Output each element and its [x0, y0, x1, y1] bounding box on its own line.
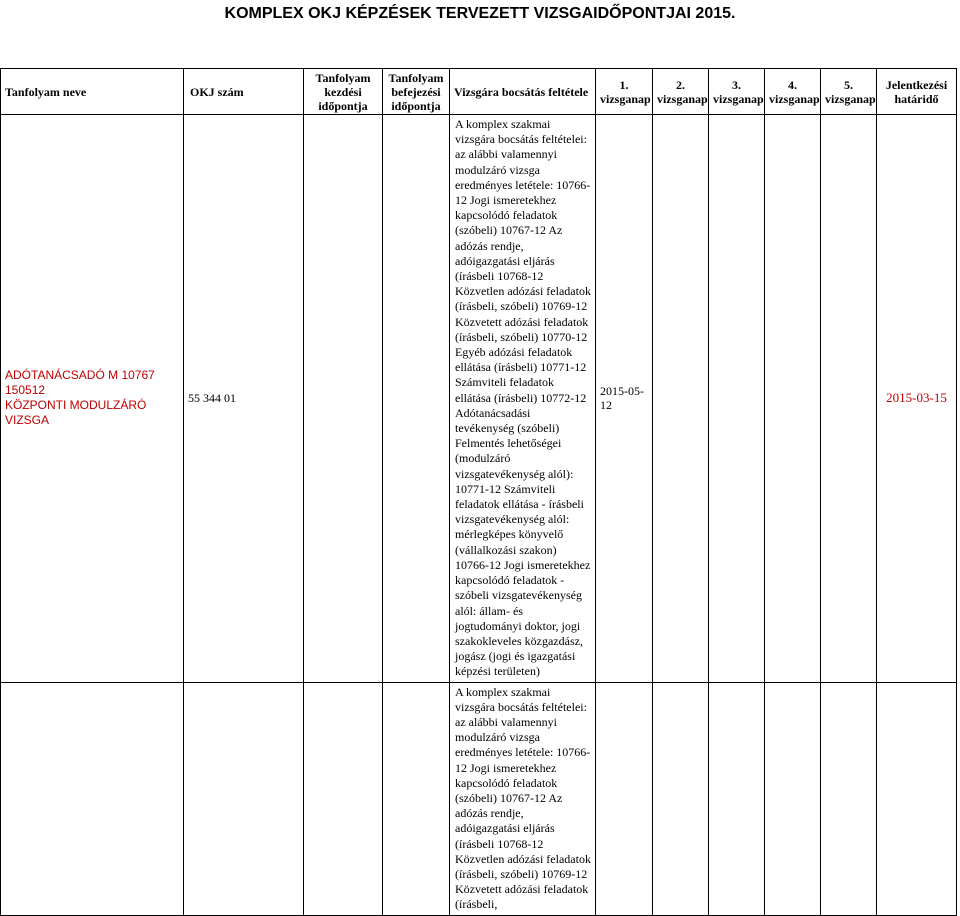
admission-conditions-cell: A komplex szakmai vizsgára bocsátás feltételei: az alábbi valamennyi modulzáró vizsga eredményes letétele: 10766-12 Jogi ismeretekhez kapcsolódó feladatok (szóbeli) 10767-12 Az adózás rendje, adóigazgatási eljárás (írásbeli 10768-12 Közvetlen adózási feladatok (írásbeli, szóbeli) 10769-12 Közvetett adózási feladatok (írásbeli, szóbeli) 10770-12 Egyéb adózási feladatok ellátása (írásbeli) 10771-12 Számviteli feladatok ellátása (írásbeli) 10772-12 Adótanácsadási tevékenység (szóbeli) Felmentés lehetőségei (modulzáró vizsgatevékenység alól): 10771-12 Számviteli feladatok ellátása - írásbeli vizsgatevékenység alól: mérlegképes könyvelő (vállalkozási szakon) 10766-12 Jogi ismeretekhez kapcsolódó feladatok - szóbeli vizsgatevékenység alól: állam- és jogtudományi doktor, jogi szakokleveles közgazdász, jogász (jogi és igazgatási képzési területen): [450, 115, 596, 683]
okj-number-cell: 55 344 01: [184, 115, 304, 683]
header-exam5-line1: 5.: [844, 77, 853, 92]
header-deadline-line2: határidő: [894, 91, 939, 106]
exam-day-1-cell: [596, 115, 653, 683]
exam-date-line1: 2015-05-: [600, 384, 644, 399]
header-start-line1: Tanfolyam: [315, 70, 371, 85]
header-row: [1, 69, 957, 115]
start-date-cell: [304, 682, 383, 915]
header-start-line2: kezdési: [324, 84, 362, 99]
header-end-date: [383, 69, 450, 115]
course-name: ADÓTANÁCSADÓ M 10767: [5, 368, 155, 383]
header-start-line3: időpontja: [318, 98, 368, 113]
exam-day-2-cell: [653, 115, 709, 683]
exam-day-4-cell: [765, 682, 821, 915]
exam-day-5-cell: [821, 115, 877, 683]
admission-conditions-cell: A komplex szakmai vizsgára bocsátás feltételei: az alábbi valamennyi modulzáró vizsga eredményes letétele: 10766-12 Jogi ismeretekhez kapcsolódó feladatok (szóbeli) 10767-12 Az adózás rendje, adóigazgatási eljárás (írásbeli 10768-12 Közvetlen adózási feladatok (írásbeli, szóbeli) 10769-12 Közvetett adózási feladatok (írásbeli,: [450, 682, 596, 915]
okj-number-cell: [184, 682, 304, 915]
table-row: [1, 682, 957, 915]
exam-day-3-cell: [709, 682, 765, 915]
exam-date-line2: 12: [600, 398, 612, 413]
header-exam1-line1: 1.: [619, 77, 629, 92]
header-okj-number: OKJ szám: [184, 69, 304, 115]
exam-day-3-cell: [709, 115, 765, 683]
header-end-line3: időpontja: [391, 98, 441, 113]
page-title: KOMPLEX OKJ KÉPZÉSEK TERVEZETT VIZSGAIDŐPONTJAI 2015.: [224, 5, 736, 22]
deadline-cell: 2015-03-15: [877, 115, 957, 683]
header-end-line2: befejezési: [391, 84, 441, 99]
header-exam3-line1: 3.: [732, 77, 741, 92]
header-exam-day-3: [709, 69, 765, 115]
deadline-cell: [877, 682, 957, 915]
table-row: [1, 115, 957, 683]
exam-day-4-cell: [765, 115, 821, 683]
header-exam4-line2: vizsganap: [769, 91, 820, 106]
header-end-line1: Tanfolyam: [388, 70, 444, 85]
course-name-cell: [1, 682, 184, 915]
header-exam1-line2: vizsganap: [600, 91, 651, 106]
header-exam-day-1: [596, 69, 653, 115]
end-date-cell: [383, 682, 450, 915]
course-type: KÖZPONTI MODULZÁRÓ VIZSGA: [5, 398, 147, 428]
header-exam2-line2: vizsganap: [657, 91, 708, 106]
header-course-name: Tanfolyam neve: [1, 69, 184, 115]
header-exam-day-4: [765, 69, 821, 115]
end-date-cell: [383, 115, 450, 683]
course-name-cell: [1, 115, 184, 683]
header-exam4-line1: 4.: [788, 77, 797, 92]
header-deadline-line1: Jelentkezési: [885, 77, 948, 92]
start-date-cell: [304, 115, 383, 683]
exam-day-2-cell: [653, 682, 709, 915]
header-exam5-line2: vizsganap: [825, 91, 876, 106]
header-start-date: [304, 69, 383, 115]
exam-day-1-cell: [596, 682, 653, 915]
header-exam-day-2: [653, 69, 709, 115]
exam-schedule-table: [0, 68, 957, 916]
header-exam3-line2: vizsganap: [713, 91, 764, 106]
header-exam2-line1: 2.: [676, 77, 685, 92]
header-admission: Vizsgára bocsátás feltétele: [450, 69, 596, 115]
exam-day-5-cell: [821, 682, 877, 915]
course-code: 150512: [5, 383, 46, 398]
header-deadline: [877, 69, 957, 115]
header-exam-day-5: [821, 69, 877, 115]
